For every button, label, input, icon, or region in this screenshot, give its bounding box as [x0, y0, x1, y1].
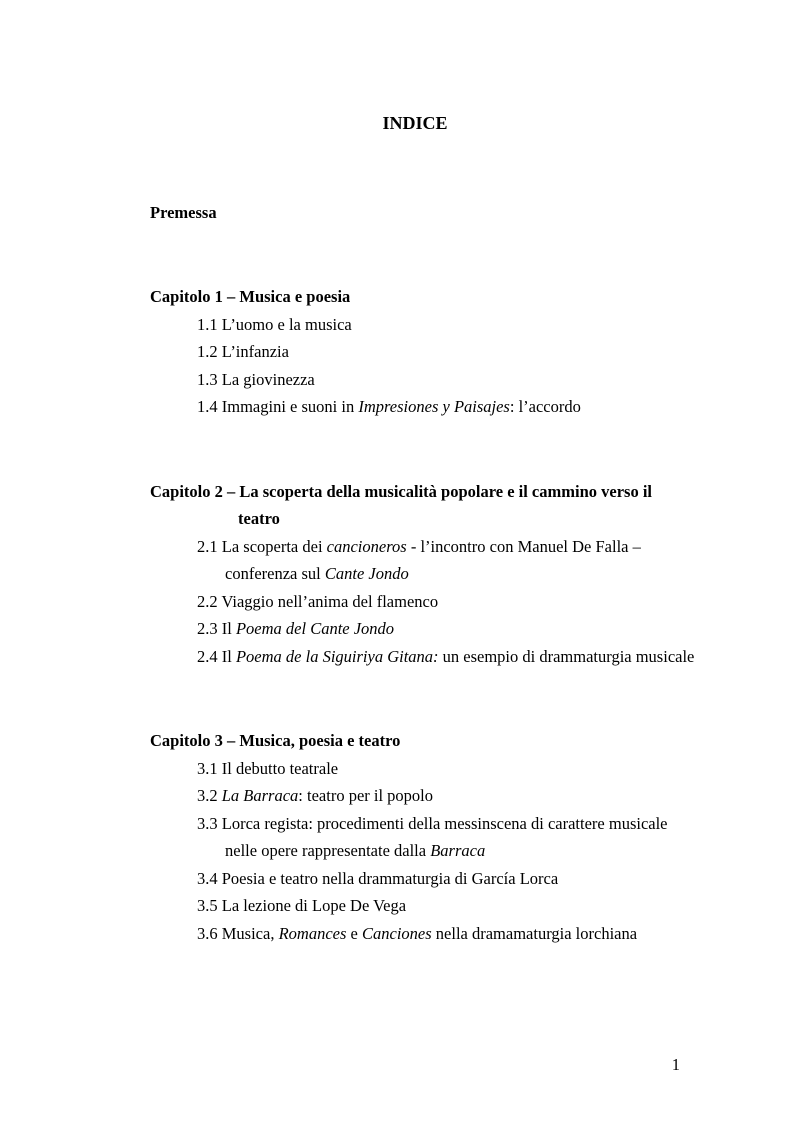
entry-text: nelle opere rappresentate dalla	[225, 841, 431, 860]
premessa-heading: Premessa	[150, 202, 217, 222]
entry-text: nella dramamaturgia lorchiana	[431, 923, 638, 943]
page-number: 1	[671, 1055, 680, 1074]
entry-text: 2.2 Viaggio nell’anima del flamenco	[197, 591, 439, 611]
entry-text: 2.1 La scoperta dei	[197, 536, 327, 556]
entry-text: 1.1 L’uomo e la musica	[197, 314, 352, 334]
work-title: Poema del Cante Jondo	[235, 619, 395, 638]
entry-text: 2.4 Il	[197, 646, 236, 666]
entry-text: 2.3 Il	[197, 619, 236, 638]
toc-entry	[150, 366, 680, 394]
page-title: INDICE	[382, 113, 448, 133]
toc-entry	[150, 615, 680, 643]
toc-entry-continuation	[150, 560, 680, 588]
toc-entry-continuation	[150, 837, 680, 865]
toc-entry	[150, 755, 680, 783]
toc-entry	[150, 588, 680, 616]
entry-text: 3.3 Lorca regista: procedimenti della messinscena di carattere musicale	[197, 813, 668, 833]
toc-content	[150, 0, 695, 947]
entry-text: e	[346, 923, 362, 943]
chapter-heading: Capitolo 3 – Musica, poesia e teatro	[150, 731, 401, 750]
chapter-heading: Capitolo 1 – Musica e poesia	[150, 287, 351, 306]
entry-text: un esempio di drammaturgia musicale	[438, 646, 695, 666]
toc-entry	[150, 338, 680, 366]
work-title: Romances	[278, 923, 347, 943]
toc-entry	[150, 892, 680, 920]
chapter-section	[150, 283, 680, 421]
work-title: cancioneros	[326, 536, 407, 556]
entry-text: : teatro per il popolo	[298, 786, 434, 805]
toc-entry	[150, 393, 680, 421]
entry-text: 3.4 Poesia e teatro nella drammaturgia di García Lorca	[197, 868, 559, 888]
entry-text: 3.2	[197, 786, 222, 805]
chapter-heading: Capitolo 2 – La scoperta della musicalità popolare e il cammino verso il	[150, 481, 652, 501]
toc-entry	[150, 311, 680, 339]
toc-entry	[150, 782, 680, 810]
work-title: Canciones	[361, 923, 432, 943]
toc-entry	[150, 810, 680, 838]
toc-entry	[150, 865, 680, 893]
chapters-list	[150, 283, 695, 947]
toc-entry	[150, 643, 695, 671]
work-title: Poema de la Siguiriya Gitana:	[235, 646, 439, 666]
work-title: Cante Jondo	[324, 564, 409, 583]
work-title: La Barraca	[221, 786, 299, 805]
entry-text: 3.6 Musica,	[197, 923, 279, 943]
entry-text: 3.5 La lezione di Lope De Vega	[197, 896, 407, 915]
chapter-section	[150, 727, 680, 947]
entry-text: 3.1 Il debutto teatrale	[197, 758, 339, 778]
chapter-heading-continuation: teatro	[238, 509, 280, 528]
entry-text: : l’accordo	[509, 397, 581, 416]
work-title: Impresiones y Paisajes	[358, 397, 510, 416]
toc-entry	[150, 920, 680, 948]
work-title: Barraca	[430, 841, 486, 860]
entry-text: 1.4 Immagini e suoni in	[197, 397, 359, 416]
entry-text: - l’incontro con Manuel De Falla –	[406, 536, 641, 556]
entry-text: 1.3 La giovinezza	[197, 369, 315, 389]
chapter-section	[150, 478, 695, 671]
entry-text: conferenza sul	[225, 564, 325, 583]
toc-entry	[150, 533, 680, 561]
entry-text: 1.2 L’infanzia	[197, 342, 289, 361]
